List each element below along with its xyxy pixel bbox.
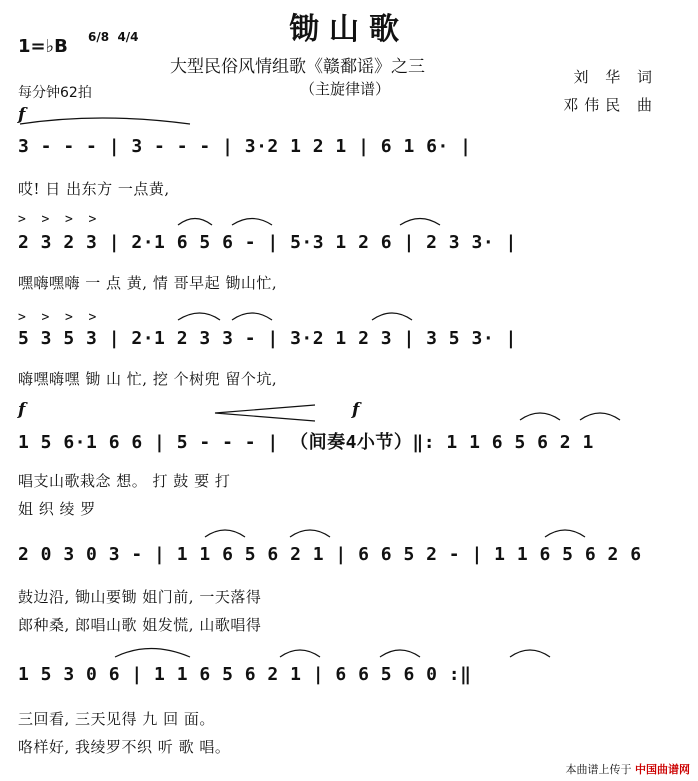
score-line-5-notes: 2 0 3 0 3 - | 1 1 6 5 6 2 1 | 6 6 5 2 - | 1 1 6 5 6 2 6: [18, 544, 642, 565]
accent-marks: > > > >: [18, 310, 97, 325]
slur-mark: [232, 219, 272, 226]
lyricist-credit: 刘 华 词: [573, 68, 658, 86]
score-line-6-lyric-verse2: 咯样好, 我绫罗不织 听 歌 唱。: [18, 738, 231, 756]
slur-mark: [520, 413, 560, 420]
score-line-3-lyric: 嗨嘿嗨嘿 锄 山 忙, 挖 个树兜 留个坑,: [18, 370, 278, 388]
dynamic-marking: f: [18, 105, 26, 125]
subnote: （主旋律谱）: [300, 80, 391, 98]
time-signature-2: 4/4: [117, 30, 139, 44]
slur-mark: [20, 118, 190, 124]
score-line-5-lyric-verse1: 鼓边沿, 锄山要锄 姐门前, 一天落得: [18, 588, 262, 606]
slur-mark: [205, 530, 245, 537]
accent-marks: > > > >: [18, 212, 97, 227]
score-line-1-notes: 3 - - - | 3 - - - | 3·2 1 2 1 | 6 1 6· |: [18, 136, 472, 157]
slur-mark: [115, 649, 190, 658]
slur-mark: [232, 313, 272, 320]
key-signature: 1=♭B: [18, 36, 68, 57]
score-line-1-lyric: 哎! 日 出东方 一点黄,: [18, 180, 170, 198]
score-line-4-lyric-verse2: 姐 织 绫 罗: [18, 500, 96, 518]
slur-mark: [178, 313, 220, 320]
slur-mark: [372, 313, 412, 320]
slur-mark: [280, 650, 320, 657]
footer-text: 本曲谱上传于: [565, 763, 632, 776]
score-line-4-lyric-verse1: 唱支山歌栽念 想。 打 鼓 要 打: [18, 472, 231, 490]
score-line-4-notes: 1 5 6·1 6 6 | 5 - - - | （间奏4小节）‖: 1 1 6 5 6 2 1: [18, 432, 594, 453]
score-line-5-lyric-verse2: 郎种桑, 郎唱山歌 姐发慌, 山歌唱得: [18, 616, 262, 634]
score-line-2-lyric: 嘿嗨嘿嗨 一 点 黄, 情 哥早起 锄山忙,: [18, 274, 278, 292]
slur-mark: [510, 650, 550, 657]
dynamic-marking: f: [18, 400, 26, 420]
subtitle: 大型民俗风情组歌《赣鄱谣》之三: [170, 57, 425, 77]
tempo-marking: 每分钟62拍: [18, 85, 92, 101]
crescendo-mark: [215, 405, 315, 421]
score-line-6-lyric-verse1: 三回看, 三天见得 九 回 面。: [18, 710, 215, 728]
time-signature-1: 6/8: [88, 30, 110, 44]
composer-credit: 邓伟民 曲: [563, 96, 658, 114]
score-line-6-notes: 1 5 3 0 6 | 1 1 6 5 6 2 1 | 6 6 5 6 0 :‖: [18, 664, 472, 685]
dynamic-marking: f: [352, 400, 360, 420]
site-logo: 中国曲谱网: [635, 763, 690, 776]
footer-watermark: [566, 761, 691, 777]
page-title: 锄山歌: [289, 12, 409, 47]
score-line-3-notes: 5 3 5 3 | 2·1 2 3 3 - | 3·2 1 2 3 | 3 5 3· |: [18, 328, 517, 349]
slur-mark: [380, 650, 420, 657]
score-line-2-notes: 2 3 2 3 | 2·1 6 5 6 - | 5·3 1 2 6 | 2 3 3· |: [18, 232, 517, 253]
slur-mark: [545, 530, 585, 537]
slur-mark: [290, 530, 330, 537]
slur-mark: [400, 219, 440, 226]
slur-mark: [178, 219, 212, 226]
slur-mark: [580, 413, 620, 420]
